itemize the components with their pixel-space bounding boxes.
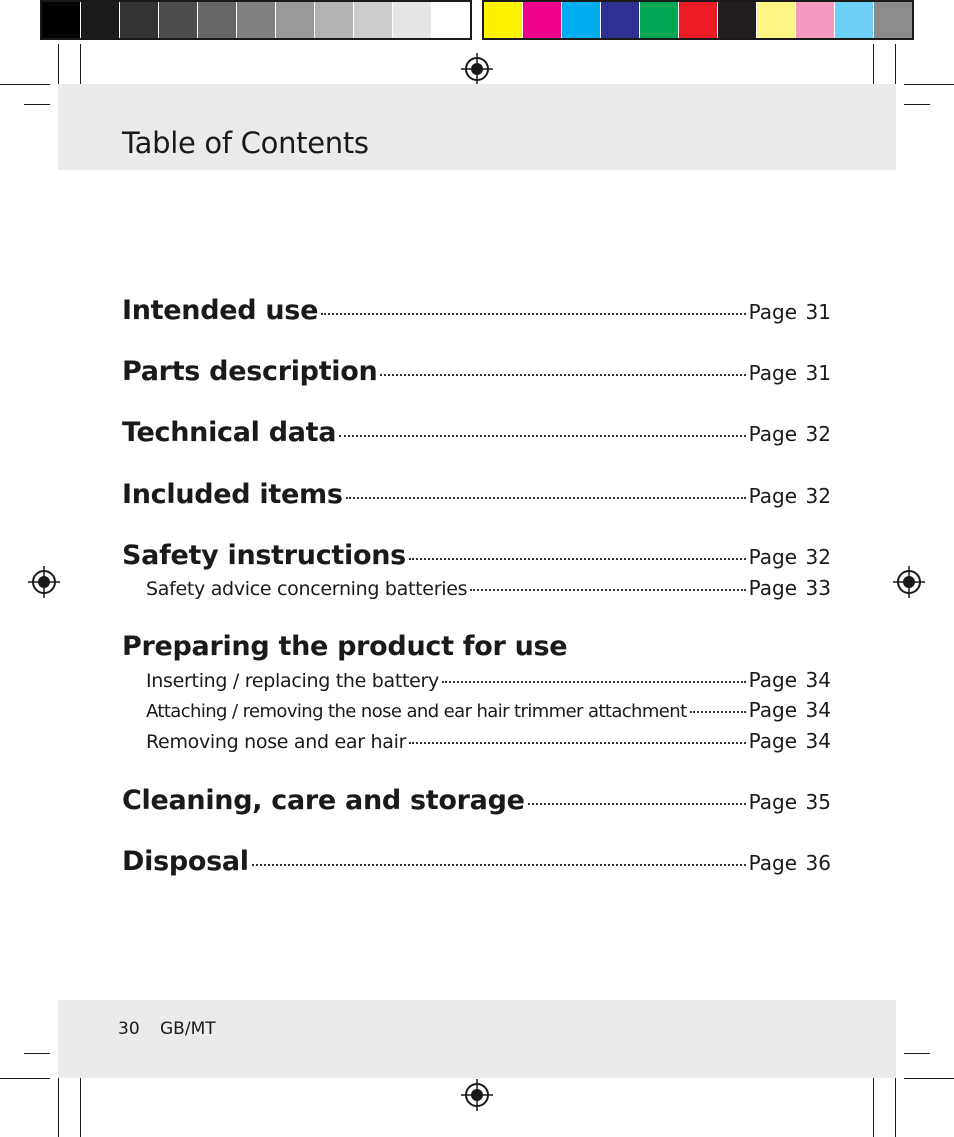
registration-mark-icon <box>461 53 493 85</box>
color-swatch <box>484 2 523 38</box>
color-swatch <box>835 2 874 38</box>
toc-subentry-title: Inserting / replacing the battery <box>146 670 439 692</box>
color-swatch <box>42 2 81 38</box>
page-label: Page <box>748 361 797 385</box>
page-label: Page <box>748 668 797 692</box>
color-swatch <box>354 2 393 38</box>
dot-leader <box>346 497 746 499</box>
color-swatch <box>120 2 159 38</box>
color-swatch <box>601 2 640 38</box>
page-number: 33 <box>805 576 831 600</box>
registration-mark-icon <box>461 1079 493 1111</box>
color-swatch <box>796 2 835 38</box>
toc-entry-preparing[interactable]: Preparing the product for use <box>122 631 568 662</box>
dot-leader <box>321 313 745 315</box>
footer-language: GB/MT <box>160 1019 216 1039</box>
color-swatch <box>276 2 315 38</box>
toc-entry-title: Included items <box>122 479 343 510</box>
footer-page-number: 30 <box>118 1019 140 1039</box>
color-swatch <box>874 2 912 38</box>
color-swatch <box>237 2 276 38</box>
color-swatch <box>315 2 354 38</box>
page-label: Page <box>748 484 797 508</box>
color-swatch <box>81 2 120 38</box>
page-label: Page <box>748 422 797 446</box>
dot-leader <box>409 558 746 560</box>
dot-leader <box>690 711 746 713</box>
crop-mark <box>873 1072 874 1137</box>
page-number: 31 <box>805 361 831 385</box>
page-label: Page <box>748 729 797 753</box>
crop-mark <box>0 84 50 85</box>
page-number: 32 <box>805 545 831 569</box>
toc-subentry-title: Removing nose and ear hair <box>146 731 407 753</box>
footer-band <box>58 1000 896 1078</box>
dot-leader <box>380 374 745 376</box>
color-swatch <box>718 2 757 38</box>
crop-mark <box>904 1078 954 1079</box>
crop-mark <box>895 44 896 84</box>
page-number: 34 <box>805 668 831 692</box>
page-label: Page <box>748 790 797 814</box>
registration-mark-icon <box>893 566 925 598</box>
dot-leader <box>442 681 746 683</box>
color-swatch <box>198 2 237 38</box>
crop-mark <box>904 104 930 105</box>
color-swatch <box>757 2 796 38</box>
page-label: Page <box>748 698 797 722</box>
toc-entry-technical-data[interactable] <box>122 417 831 448</box>
dot-leader <box>339 435 745 437</box>
color-swatch <box>159 2 198 38</box>
toc-entry-included-items[interactable] <box>122 479 831 510</box>
toc-entry-intended-use[interactable] <box>122 295 831 326</box>
page-number: 32 <box>805 484 831 508</box>
toc-subentry-removing-hair[interactable] <box>146 729 831 753</box>
dot-leader <box>528 803 746 805</box>
toc-entry-title: Safety instructions <box>122 540 406 571</box>
crop-mark <box>904 1053 930 1054</box>
color-swatch <box>432 2 470 38</box>
dot-leader <box>470 589 745 591</box>
page-label: Page <box>748 300 797 324</box>
page-number: 35 <box>805 790 831 814</box>
toc-entry-title: Disposal <box>122 846 249 877</box>
color-swatch <box>562 2 601 38</box>
crop-mark <box>904 84 954 85</box>
color-swatch <box>523 2 562 38</box>
page-number: 34 <box>805 698 831 722</box>
page-label: Page <box>748 576 797 600</box>
dot-leader <box>409 742 746 744</box>
crop-mark <box>24 104 50 105</box>
crop-mark <box>895 1078 896 1137</box>
registration-mark-icon <box>28 566 60 598</box>
page-label: Page <box>748 545 797 569</box>
crop-mark <box>80 1072 81 1137</box>
color-swatch <box>393 2 432 38</box>
toc-entry-safety-instructions[interactable] <box>122 540 831 571</box>
toc-subentry-inserting-battery[interactable] <box>146 668 831 692</box>
toc-entry-title: Technical data <box>122 417 337 448</box>
crop-mark <box>24 1053 50 1054</box>
page-title: Table of Contents <box>122 126 369 160</box>
page-number: 36 <box>805 851 831 875</box>
page-number: 32 <box>805 422 831 446</box>
color-swatch <box>640 2 679 38</box>
toc-subentry-title: Attaching / removing the nose and ear hair trimmer attachment <box>146 701 687 722</box>
color-calibration-bar <box>482 0 914 40</box>
toc-entry-cleaning[interactable] <box>122 785 831 816</box>
crop-mark <box>58 1078 59 1137</box>
dot-leader <box>252 864 746 866</box>
toc-entry-parts-description[interactable] <box>122 356 831 387</box>
color-swatch <box>679 2 718 38</box>
toc-entry-title: Parts description <box>122 356 378 387</box>
crop-mark <box>0 1078 50 1079</box>
page-label: Page <box>748 851 797 875</box>
toc-subentry-title: Safety advice concerning batteries <box>146 578 468 600</box>
toc-subentry-safety-batteries[interactable] <box>146 576 831 600</box>
toc-subentry-attaching-trimmer[interactable] <box>146 698 831 722</box>
crop-mark <box>58 44 59 84</box>
toc-entry-disposal[interactable] <box>122 846 831 877</box>
page-number: 31 <box>805 300 831 324</box>
grayscale-calibration-bar <box>40 0 472 40</box>
toc-entry-title: Cleaning, care and storage <box>122 785 525 816</box>
toc-entry-title: Intended use <box>122 295 319 326</box>
page-number: 34 <box>805 729 831 753</box>
